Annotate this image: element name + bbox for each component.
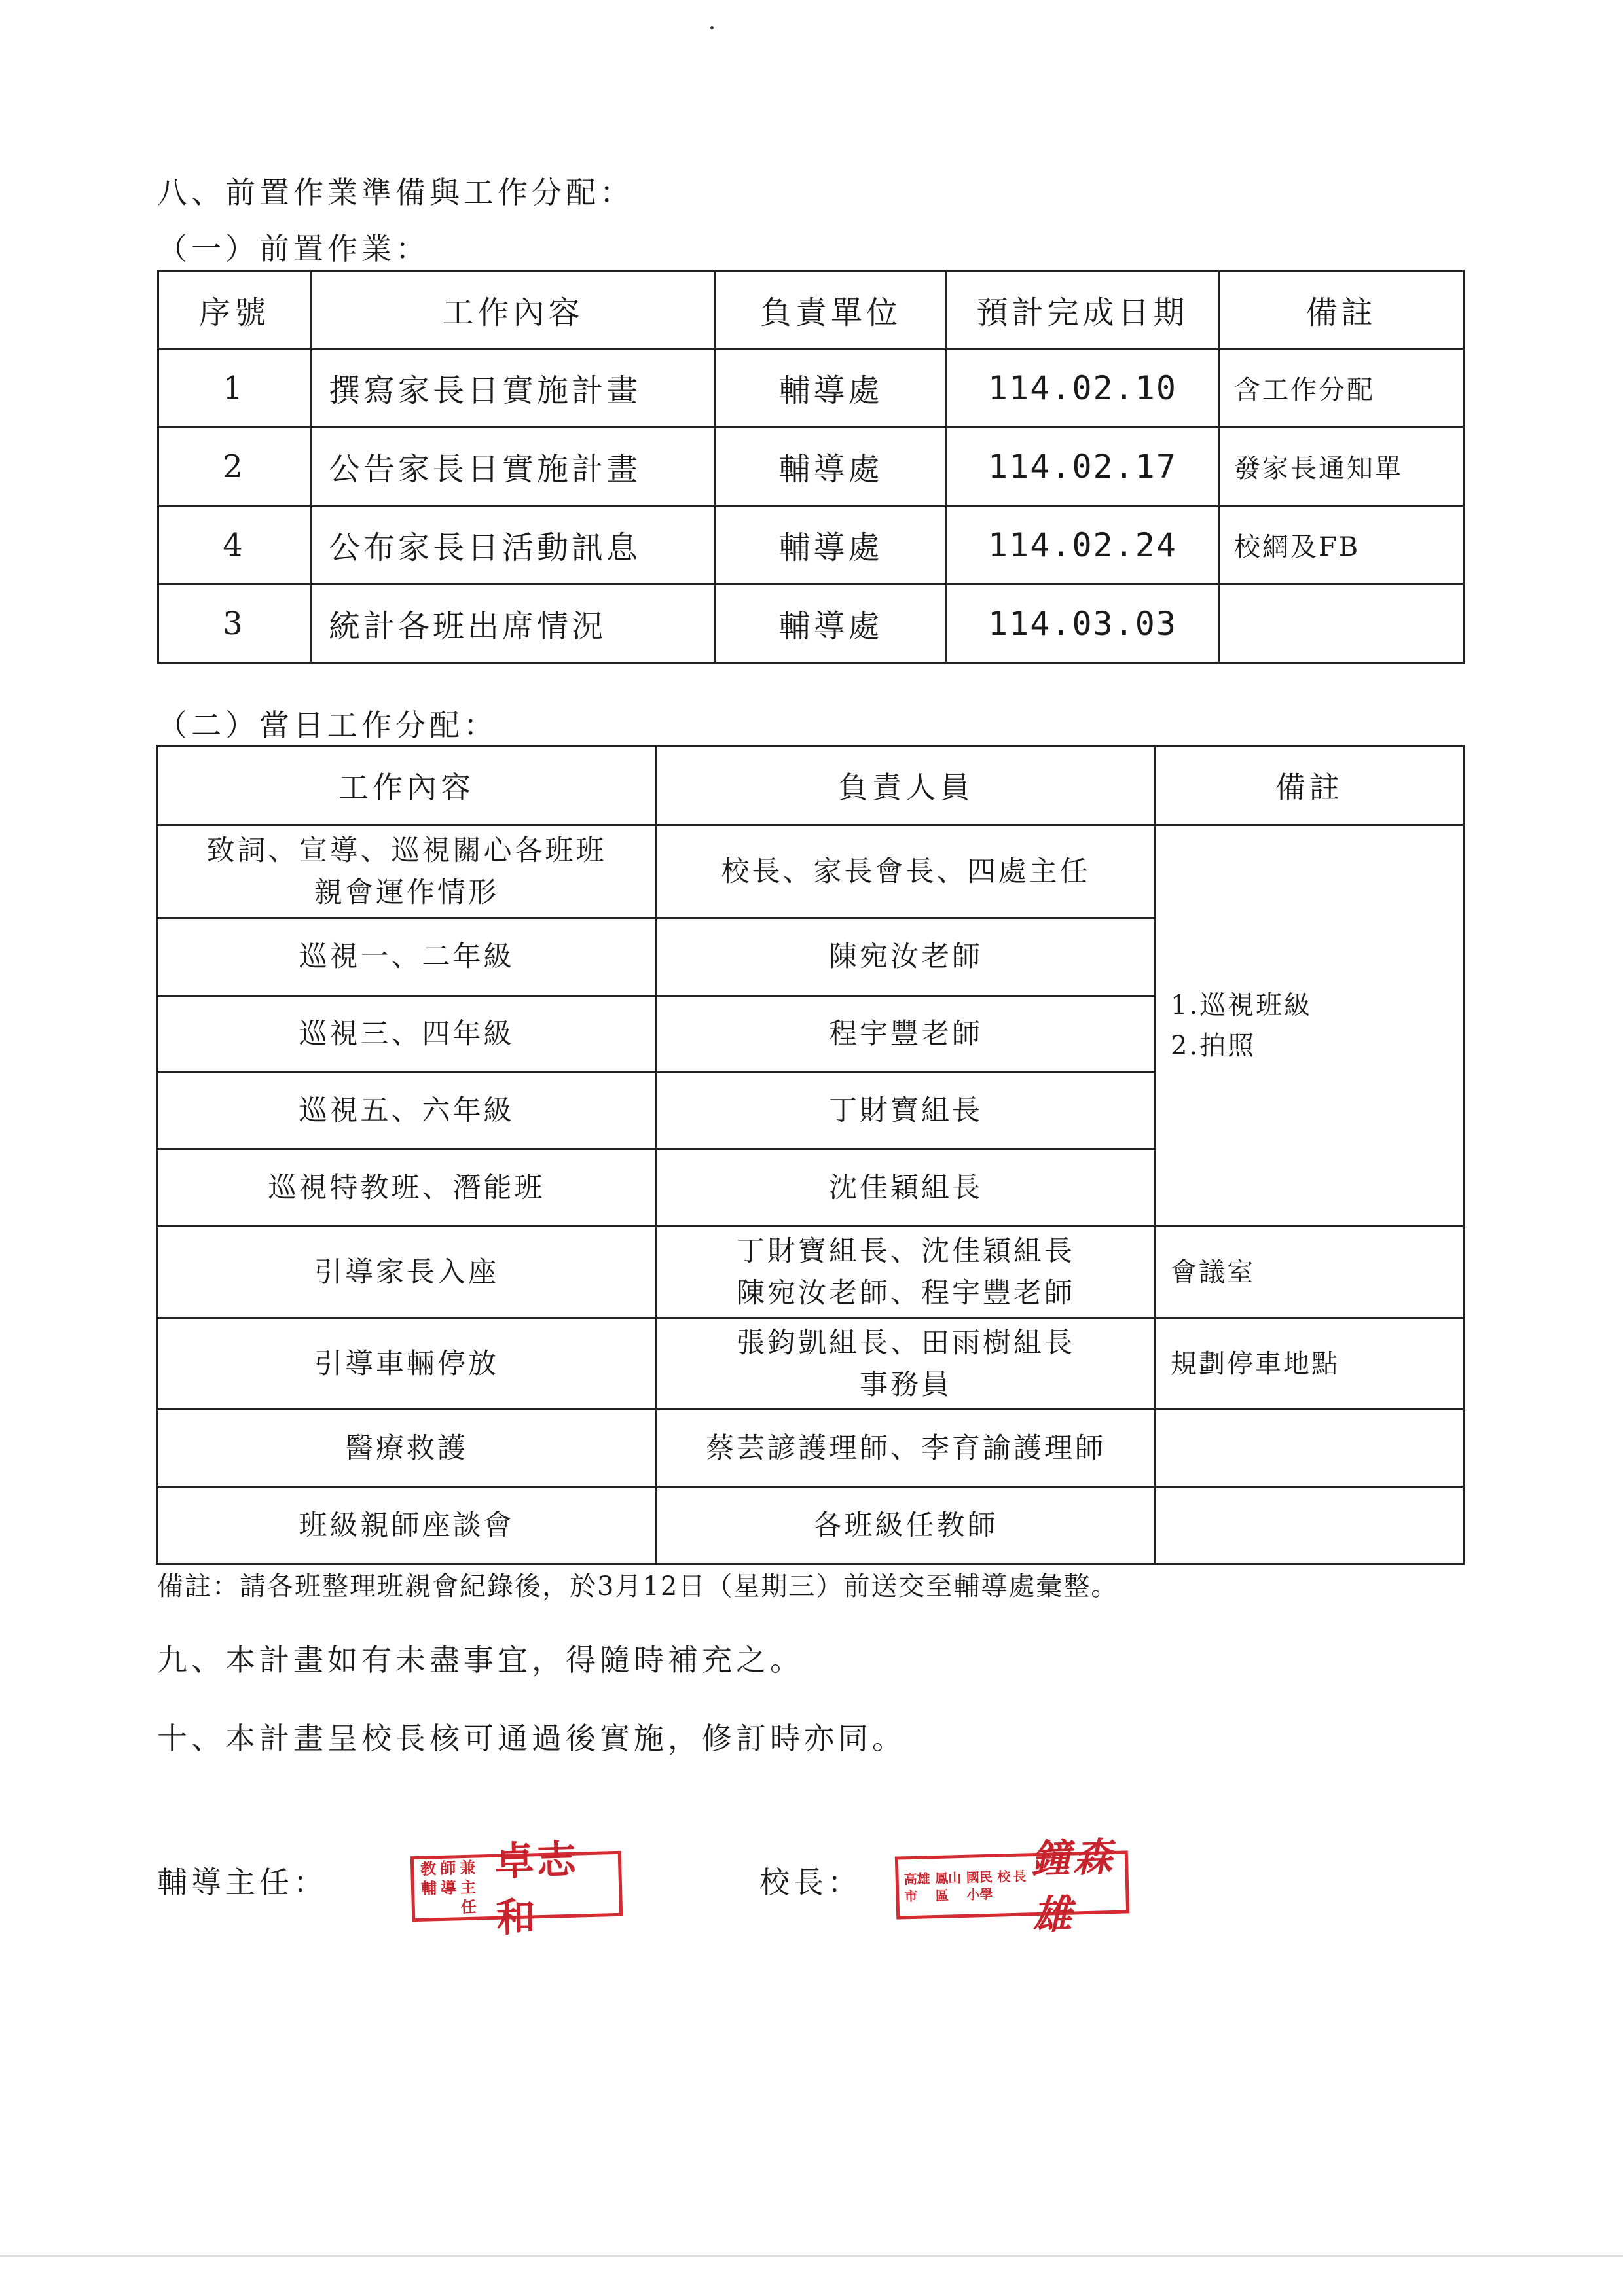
cell-no: 4 [158, 506, 311, 584]
cell-task-line: 致詞、宣導、巡視關心各班班 [206, 834, 607, 867]
cell-note: 發家長通知單 [1219, 427, 1464, 506]
stamp-name: 卓志和 [494, 1837, 579, 1941]
stamp-title-text [903, 1867, 1027, 1905]
cell-date: 114.02.24 [947, 506, 1219, 584]
cell-task: 引導車輛停放 [157, 1318, 657, 1410]
cell-task: 巡視五、六年級 [157, 1073, 657, 1149]
principal-label: 校長： [759, 1865, 862, 1900]
stamp-char: 師 [439, 1858, 456, 1878]
table-row [157, 825, 1464, 918]
cell-staff: 丁財寶組長 [657, 1073, 1156, 1149]
cell-note [1156, 1487, 1464, 1564]
cell-staff: 陳宛汝老師 [657, 918, 1156, 996]
table-remark: 備註：請各班整理班親會紀錄後，於3月12日（星期三）前送交至輔導處彙整。 [157, 1571, 1119, 1602]
cell-staff: 各班級任教師 [657, 1487, 1156, 1564]
stamp-char: 國民小學 [966, 1869, 993, 1903]
stamp-char: 校 [997, 1869, 1011, 1885]
col-header-staff: 負責人員 [657, 746, 1156, 825]
table-header-row [158, 271, 1464, 349]
prep-work-table [157, 270, 1465, 664]
stamp-char: 兼 [459, 1857, 476, 1878]
subsection-1-heading: （一）前置作業： [157, 231, 429, 266]
cell-date: 114.02.17 [947, 427, 1219, 506]
cell-note: 規劃停車地點 [1156, 1318, 1464, 1410]
note-line: 1.巡視班級 [1171, 990, 1313, 1020]
scan-edge-line [0, 2255, 1623, 2257]
cell-no: 1 [158, 349, 311, 427]
col-header-note: 備註 [1156, 746, 1464, 825]
col-header-note: 備註 [1219, 271, 1464, 349]
day-assignment-table [156, 745, 1465, 1565]
note-line: 2.拍照 [1171, 1031, 1256, 1061]
cell-staff-line: 陳宛汝老師、程宇豐老師 [737, 1276, 1075, 1310]
cell-task: 巡視三、四年級 [157, 996, 657, 1073]
table-row [157, 1487, 1464, 1564]
cell-task: 公布家長日活動訊息 [311, 506, 716, 584]
stamp-char: 高雄市 [903, 1871, 931, 1905]
cell-merged-note [1156, 825, 1464, 1227]
cell-staff: 程宇豐老師 [657, 996, 1156, 1073]
table-row [158, 506, 1464, 584]
principal-stamp [895, 1834, 1129, 1939]
section-8-heading: 八、前置作業準備與工作分配： [157, 175, 634, 210]
col-header-task: 工作內容 [311, 271, 716, 349]
cell-task: 巡視特教班、潛能班 [157, 1149, 657, 1227]
cell-staff-line: 張鈞凱組長、田雨樹組長 [737, 1326, 1075, 1359]
cell-unit: 輔導處 [716, 427, 947, 506]
cell-note: 含工作分配 [1219, 349, 1464, 427]
cell-no: 2 [158, 427, 311, 506]
cell-task-line: 親會運作情形 [314, 876, 499, 909]
stamp-title-text [420, 1857, 491, 1918]
counsel-director-label: 輔導主任： [157, 1865, 327, 1900]
section-9-text: 九、本計畫如有未盡事宜，得隨時補充之。 [157, 1642, 804, 1677]
cell-note: 校網及FB [1219, 506, 1464, 584]
cell-date: 114.02.10 [947, 349, 1219, 427]
cell-task: 醫療救護 [157, 1410, 657, 1487]
table-row [157, 1410, 1464, 1487]
cell-note: 會議室 [1156, 1227, 1464, 1318]
cell-staff: 校長、家長會長、四處主任 [657, 825, 1156, 918]
table-row [158, 427, 1464, 506]
stamp-char: 輔 [420, 1878, 437, 1898]
col-header-unit: 負責單位 [716, 271, 947, 349]
cell-task: 班級親師座談會 [157, 1487, 657, 1564]
cell-staff-line: 事務員 [860, 1368, 952, 1401]
counsel-director-stamp [410, 1837, 623, 1941]
cell-date: 114.03.03 [947, 584, 1219, 663]
stamp-char: 導 [440, 1878, 457, 1898]
cell-note [1156, 1410, 1464, 1487]
stamp-char: 長 [1013, 1868, 1027, 1884]
cell-task: 公告家長日實施計畫 [311, 427, 716, 506]
col-header-no: 序號 [158, 271, 311, 349]
cell-task: 引導家長入座 [157, 1227, 657, 1318]
cell-task: 撰寫家長日實施計畫 [311, 349, 716, 427]
col-header-task: 工作內容 [157, 746, 657, 825]
cell-unit: 輔導處 [716, 584, 947, 663]
scan-speck [710, 26, 714, 29]
cell-task: 統計各班出席情況 [311, 584, 716, 663]
cell-staff: 沈佳穎組長 [657, 1149, 1156, 1227]
col-header-date: 預計完成日期 [947, 271, 1219, 349]
stamp-char: 主任 [460, 1877, 477, 1917]
cell-staff [657, 1227, 1156, 1318]
table-row [158, 349, 1464, 427]
table-header-row [157, 746, 1464, 825]
cell-note [1219, 584, 1464, 663]
section-10-text: 十、本計畫呈校長核可通過後實施，修訂時亦同。 [157, 1721, 906, 1756]
cell-unit: 輔導處 [716, 349, 947, 427]
cell-staff: 蔡芸諺護理師、李育諭護理師 [657, 1410, 1156, 1487]
table-row [158, 584, 1464, 663]
cell-staff-line: 丁財寶組長、沈佳穎組長 [737, 1234, 1075, 1268]
stamp-char: 教 [420, 1859, 437, 1878]
cell-no: 3 [158, 584, 311, 663]
cell-unit: 輔導處 [716, 506, 947, 584]
stamp-char: 鳳山區 [934, 1870, 962, 1904]
cell-task [157, 825, 657, 918]
subsection-2-heading: （二）當日工作分配： [157, 708, 498, 743]
table-row [157, 1318, 1464, 1410]
cell-task: 巡視一、二年級 [157, 918, 657, 996]
table-row [157, 1227, 1464, 1318]
stamp-name: 鐘森雄 [1030, 1834, 1116, 1939]
cell-staff [657, 1318, 1156, 1410]
